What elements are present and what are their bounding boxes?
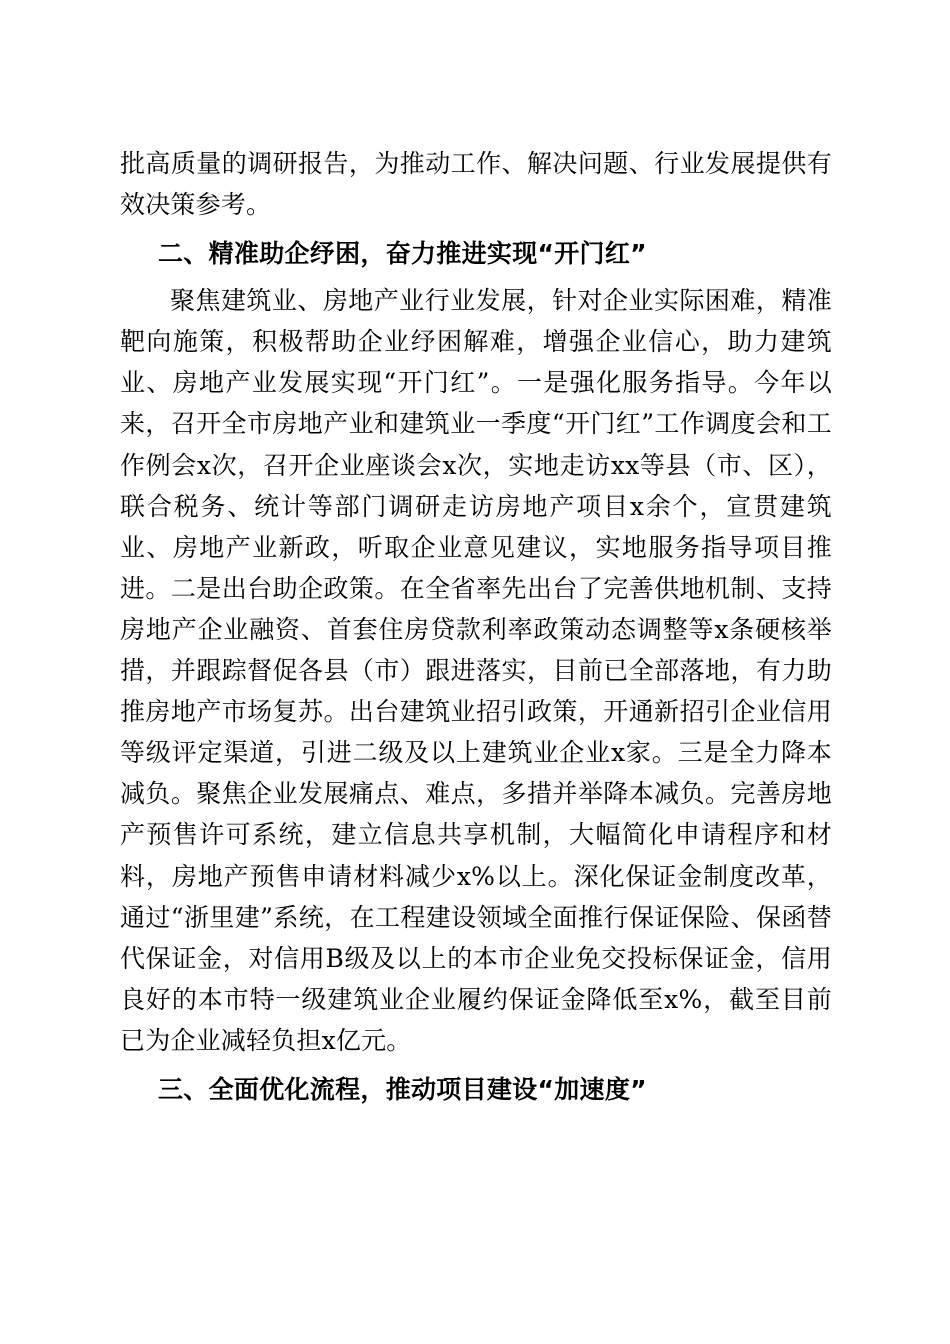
document-body bbox=[120, 143, 832, 1116]
paragraph-section-2-body: 聚焦建筑业、房地产业行业发展，针对企业实际困难，精准靶向施策，积极帮助企业纾困解难，增强企业信心，助力建筑业、房地产业发展实现“开门红”。一是强化服务指导。今年以来，召开全市房地产业和建筑业一季度“开门红”工作调度会和工作例会x次，召开企业座谈会x次，实地走访xx等县（市、区），联合税务、统计等部门调研走访房地产项目x余个，宣贯建筑业、房地产业新政，听取企业意见建议，实地服务指导项目推进。二是出台助企政策。在全省率先出台了完善供地机制、支持房地产企业融资、首套住房贷款利率政策动态调整等x条硬核举措，并跟踪督促各县（市）跟进落实，目前已全部落地，有力助推房地产市场复苏。出台建筑业招引政策，开通新招引企业信用等级评定渠道，引进二级及以上建筑业企业x家。三是全力降本减负。聚焦企业发展痛点、难点，多措并举降本减负。完善房地产预售许可系统，建立信息共享机制，大幅简化申请程序和材料，房地产预售申请材料减少x%以上。深化保证金制度改革，通过“浙里建”系统，在工程建设领域全面推行保证保险、保函替代保证金，对信用B级及以上的本市企业免交投标保证金，信用良好的本市特一级建筑业企业履约保证金降低至x%，截至目前已为企业减轻负担x亿元。 bbox=[120, 286, 832, 1055]
section-heading-2: 二、精准助企纾困，奋力推进实现“开门红” bbox=[158, 239, 647, 269]
paragraph-continuation: 批高质量的调研报告，为推动工作、解决问题、行业发展提供有效决策参考。 bbox=[120, 149, 832, 220]
section-heading-3: 三、全面优化流程，推动项目建设“加速度” bbox=[158, 1074, 647, 1104]
